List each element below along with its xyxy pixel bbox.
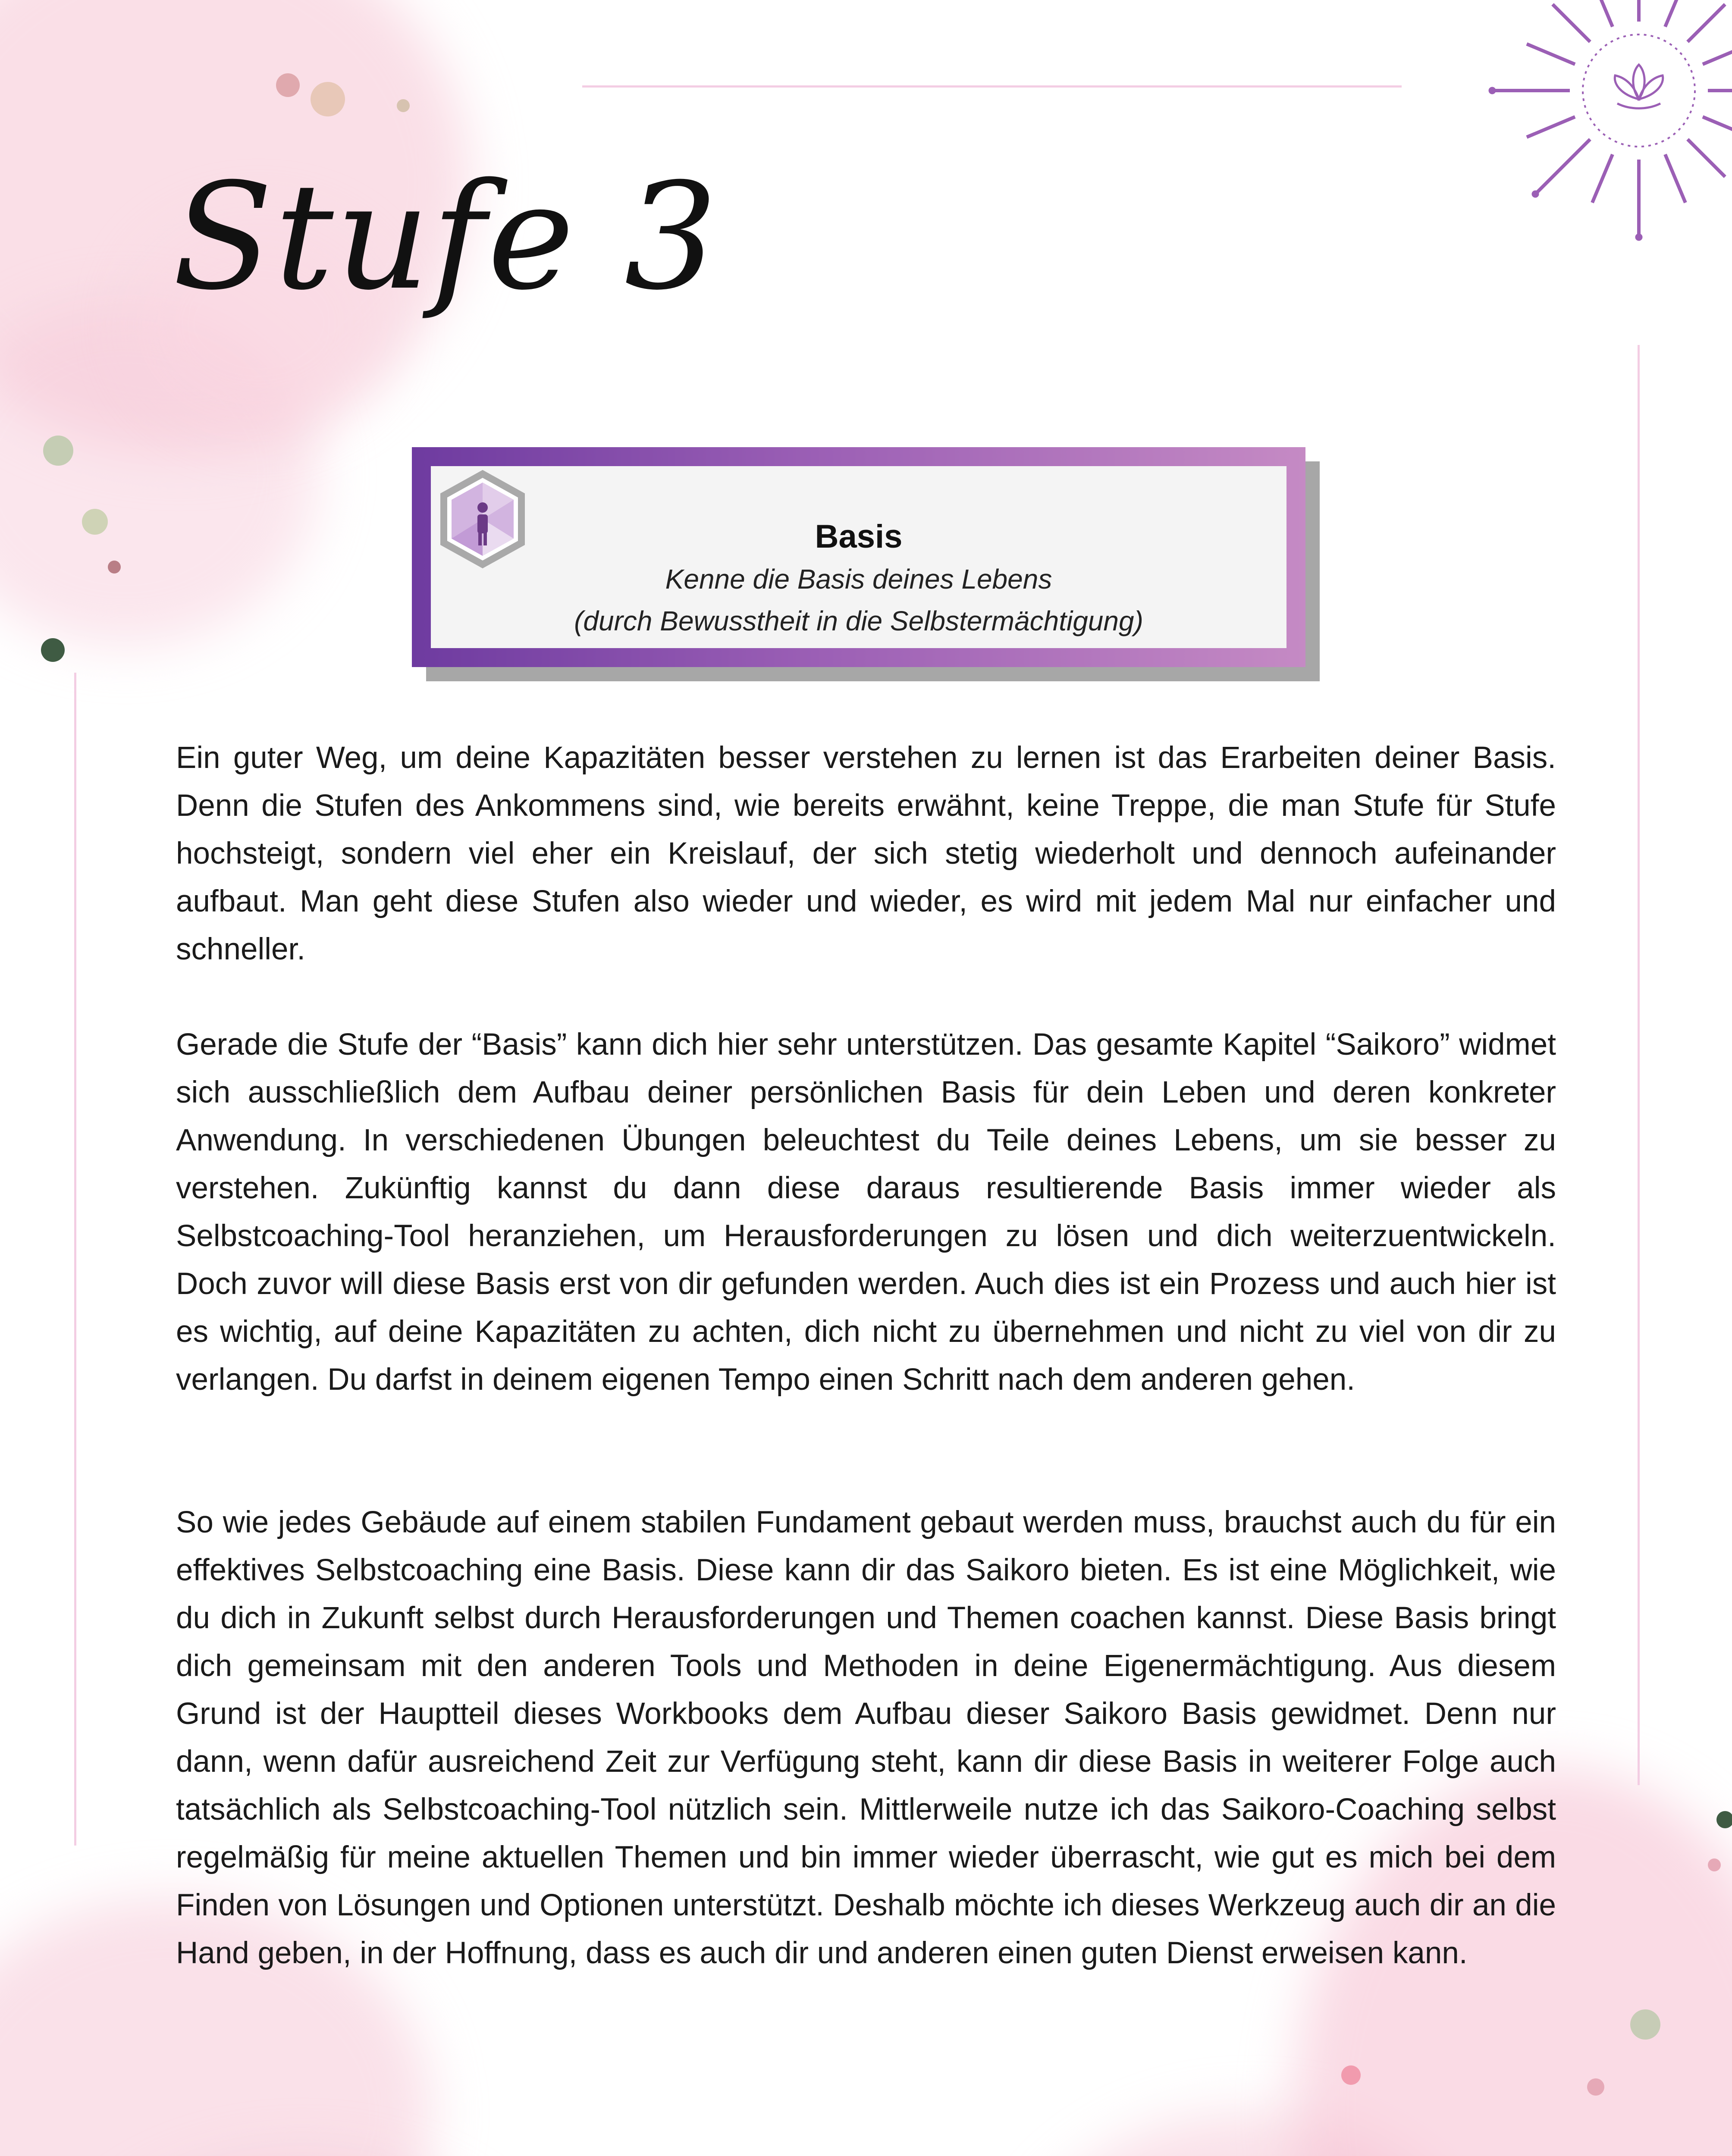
left-frame-line: [74, 673, 76, 1846]
card-subtitle: Kenne die Basis deines Lebens: [665, 564, 1052, 595]
paragraph-2: Gerade die Stufe der “Basis” kann dich hier sehr unterstützen. Das gesamte Kapitel “Saikoro” widmet sich ausschließlich dem Aufbau deiner persönlichen Basis für dein Leben und deren konkreter Anwendung. In verschiedenen Übungen beleuchtest du Teile deines Lebens, um sie besser zu verstehen. Zukünftig kannst du dann diese daraus resultierende Basis immer wieder als Selbstcoaching-Tool heranziehen, um Herausforderungen zu lösen und dich weiterzuentwickeln. Doch zuvor will diese Basis erst von dir gefunden werden. Auch dies ist ein Prozess und auch hier ist es wichtig, auf deine Kapazitäten zu achten, dich nicht zu übernehmen und nicht zu viel von dir zu verlangen. Du darfst in deinem eigenen Tempo einen Schritt nach dem anderen gehen.: [176, 1028, 1556, 1397]
paragraph-3: So wie jedes Gebäude auf einem stabilen Fundament gebaut werden muss, brauchst auch du für ein effektives Selbstcoaching eine Basis. Diese kann dir das Saikoro bieten. Es ist eine Möglichkeit, wie du dich in Zukunft selbst durch Herausforderungen und Themen coachen kannst. Diese Basis bringt dich gemeinsam mit den anderen Tools und Methoden in deine Eigenermächtigung. Aus diesem Grund ist der Hauptteil dieses Workbooks dem Aufbau dieser Saikoro Basis gewidmet. Denn nur dann, wenn dafür ausreichend Zeit zur Verfügung steht, kann dir diese Basis in weiterer Folge auch tatsächlich als Selbstcoaching-Tool nützlich sein. Mittlerweile nutze ich das Saikoro-Coaching selbst regelmäßig für meine aktuellen Themen und bin immer wieder überrascht, wie gut es mich bei dem Finden von Lösungen und Optionen unterstützt. Deshalb möchte ich dieses Werkzeug auch dir an die Hand geben, in der Hoffnung, dass es auch dir und anderen einen guten Dienst erweisen kann.: [176, 1505, 1556, 1970]
lotus-sunburst-icon: [1453, 0, 1732, 263]
right-frame-line: [1638, 345, 1640, 1785]
basis-card: [412, 447, 1305, 667]
top-divider: [582, 85, 1402, 88]
card-title: Basis: [815, 518, 903, 555]
card-subtitle-note: (durch Bewusstheit in die Selbstermächtigung): [574, 605, 1143, 636]
page-title: Stufe 3: [173, 152, 719, 323]
paragraph-1: Ein guter Weg, um deine Kapazitäten besser verstehen zu lernen ist das Erarbeiten deiner Basis. Denn die Stufen des Ankommens sind, wie bereits erwähnt, keine Treppe, die man Stufe für Stufe hochsteigt, sondern viel eher ein Kreislauf, der sich stetig wiederholt und dennoch aufeinander aufbaut. Man geht diese Stufen also wieder und wieder, es wird mit jedem Mal nur einfacher und schneller.: [176, 741, 1556, 966]
basis-card-body: [431, 466, 1286, 648]
